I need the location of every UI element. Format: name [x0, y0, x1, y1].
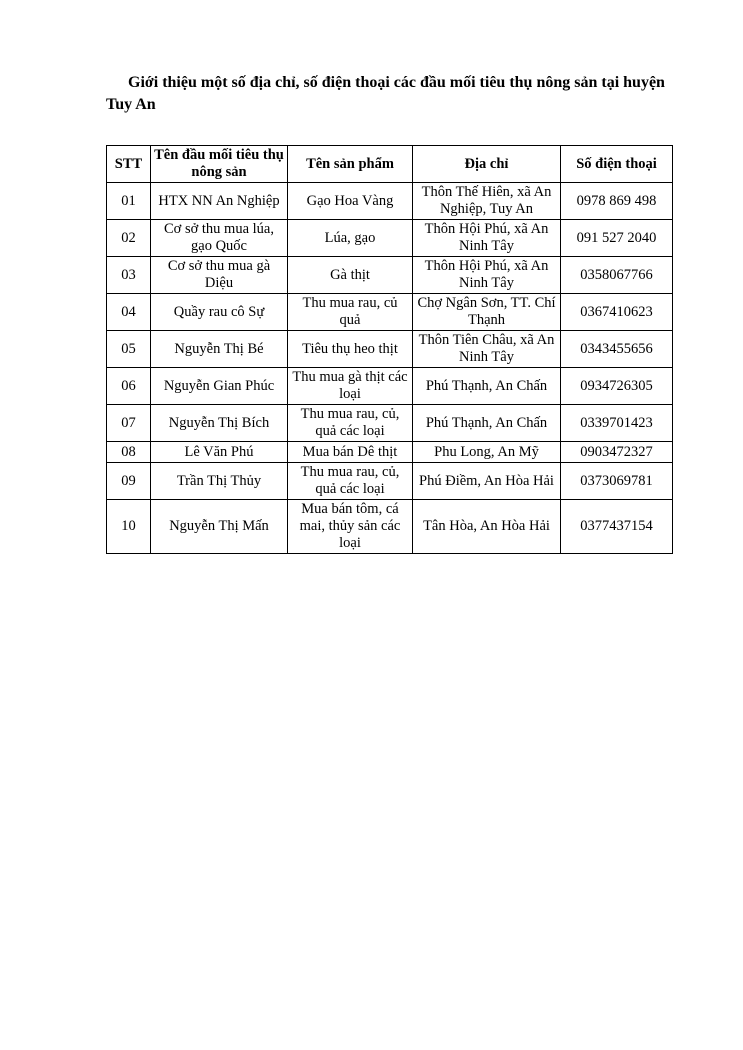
- table-row: [107, 183, 673, 220]
- cell-contact-name: HTX NN An Nghiệp: [151, 183, 288, 220]
- header-product: Tên sản phẩm: [288, 146, 413, 183]
- cell-phone: 0339701423: [561, 405, 673, 442]
- cell-product: Tiêu thụ heo thịt: [288, 331, 413, 368]
- cell-contact-name: Nguyễn Thị Bích: [151, 405, 288, 442]
- table-header-row: [107, 146, 673, 183]
- cell-contact-name: Cơ sở thu mua gà Diệu: [151, 257, 288, 294]
- cell-address: Thôn Hội Phú, xã An Ninh Tây: [413, 257, 561, 294]
- cell-contact-name: Trần Thị Thủy: [151, 463, 288, 500]
- cell-phone: 0373069781: [561, 463, 673, 500]
- cell-phone: 0343455656: [561, 331, 673, 368]
- cell-stt: 05: [107, 331, 151, 368]
- cell-product: Thu mua rau, củ, quả các loại: [288, 405, 413, 442]
- cell-contact-name: Nguyễn Thị Mấn: [151, 500, 288, 554]
- cell-product: Gà thịt: [288, 257, 413, 294]
- contacts-table: [106, 145, 673, 554]
- table-row: [107, 463, 673, 500]
- header-contact-name: Tên đầu mối tiêu thụ nông sản: [151, 146, 288, 183]
- cell-product: Mua bán Dê thịt: [288, 442, 413, 463]
- table-row: [107, 331, 673, 368]
- cell-stt: 09: [107, 463, 151, 500]
- table-row: [107, 405, 673, 442]
- cell-address: Tân Hòa, An Hòa Hải: [413, 500, 561, 554]
- cell-phone: 0934726305: [561, 368, 673, 405]
- table-row: [107, 368, 673, 405]
- cell-stt: 08: [107, 442, 151, 463]
- cell-address: Phu Long, An Mỹ: [413, 442, 561, 463]
- cell-phone: 0367410623: [561, 294, 673, 331]
- cell-stt: 04: [107, 294, 151, 331]
- cell-stt: 01: [107, 183, 151, 220]
- cell-stt: 03: [107, 257, 151, 294]
- cell-address: Thôn Thế Hiên, xã An Nghiệp, Tuy An: [413, 183, 561, 220]
- table-row: [107, 500, 673, 554]
- cell-product: Thu mua rau, củ, quả các loại: [288, 463, 413, 500]
- cell-address: Chợ Ngân Sơn, TT. Chí Thạnh: [413, 294, 561, 331]
- cell-phone: 0377437154: [561, 500, 673, 554]
- cell-product: Lúa, gạo: [288, 220, 413, 257]
- cell-stt: 02: [107, 220, 151, 257]
- header-phone: Số điện thoại: [561, 146, 673, 183]
- cell-phone: 0978 869 498: [561, 183, 673, 220]
- cell-product: Gạo Hoa Vàng: [288, 183, 413, 220]
- cell-phone: 0903472327: [561, 442, 673, 463]
- table-row: [107, 257, 673, 294]
- cell-contact-name: Nguyễn Thị Bé: [151, 331, 288, 368]
- cell-phone: 091 527 2040: [561, 220, 673, 257]
- table-row: [107, 220, 673, 257]
- cell-address: Phú Thạnh, An Chấn: [413, 368, 561, 405]
- cell-stt: 10: [107, 500, 151, 554]
- header-address: Địa chỉ: [413, 146, 561, 183]
- cell-contact-name: Lê Văn Phú: [151, 442, 288, 463]
- cell-contact-name: Cơ sở thu mua lúa, gạo Quốc: [151, 220, 288, 257]
- table-row: [107, 294, 673, 331]
- cell-contact-name: Quầy rau cô Sự: [151, 294, 288, 331]
- cell-product: Mua bán tôm, cá mai, thủy sản các loại: [288, 500, 413, 554]
- cell-product: Thu mua rau, củ quả: [288, 294, 413, 331]
- cell-phone: 0358067766: [561, 257, 673, 294]
- table-row: [107, 442, 673, 463]
- cell-address: Phú Điềm, An Hòa Hải: [413, 463, 561, 500]
- header-stt: STT: [107, 146, 151, 183]
- cell-address: Phú Thạnh, An Chấn: [413, 405, 561, 442]
- cell-address: Thôn Hội Phú, xã An Ninh Tây: [413, 220, 561, 257]
- cell-stt: 06: [107, 368, 151, 405]
- cell-contact-name: Nguyễn Gian Phúc: [151, 368, 288, 405]
- cell-stt: 07: [107, 405, 151, 442]
- page-title: Giới thiệu một số địa chỉ, số điện thoại các đầu mối tiêu thụ nông sản tại huyện Tuy An: [106, 74, 665, 113]
- cell-address: Thôn Tiên Châu, xã An Ninh Tây: [413, 331, 561, 368]
- cell-product: Thu mua gà thịt các loại: [288, 368, 413, 405]
